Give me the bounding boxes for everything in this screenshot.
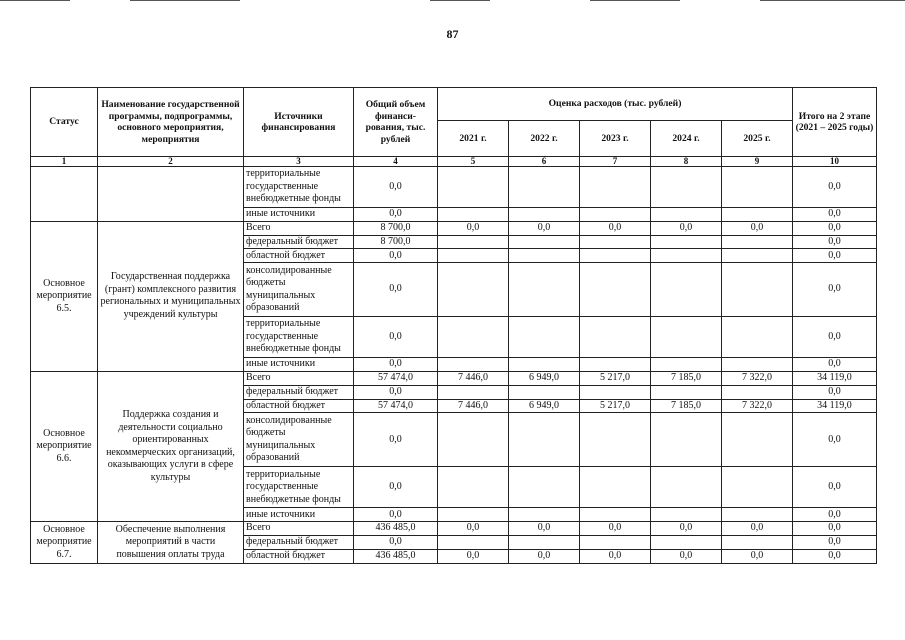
year-value-cell: 5 217,0 [580,399,651,413]
top-rule [760,0,905,1]
total-cell: 0,0 [354,467,438,508]
top-rule [130,0,240,1]
measure-name-cell: Обеспечение выполнения мероприятий в части повышения оплаты труда [98,522,244,563]
year-value-cell [651,535,722,549]
column-index: 9 [722,157,793,167]
year-value-cell [438,535,509,549]
stage-total-cell: 0,0 [793,208,877,222]
year-value-cell [509,535,580,549]
table-row [31,221,877,235]
source-cell: иные источники [244,358,354,372]
total-cell: 0,0 [354,263,438,317]
column-index: 6 [509,157,580,167]
year-value-cell [509,508,580,522]
year-value-cell [438,263,509,317]
year-value-cell [722,413,793,467]
year-value-cell: 0,0 [438,522,509,536]
year-value-cell [651,317,722,358]
header-status: Статус [31,88,98,157]
year-value-cell: 7 185,0 [651,399,722,413]
stage-total-cell: 0,0 [793,385,877,399]
year-value-cell [722,467,793,508]
year-value-cell [651,467,722,508]
source-cell: Всего [244,522,354,536]
year-value-cell [651,235,722,249]
total-cell: 8 700,0 [354,221,438,235]
total-cell: 0,0 [354,508,438,522]
year-value-cell: 7 322,0 [722,399,793,413]
year-value-cell [580,235,651,249]
year-value-cell [580,413,651,467]
year-value-cell [651,263,722,317]
year-value-cell: 7 185,0 [651,371,722,385]
year-value-cell [651,167,722,208]
year-value-cell: 0,0 [580,221,651,235]
source-cell: областной бюджет [244,249,354,263]
stage-total-cell: 0,0 [793,263,877,317]
source-cell: территориальные государственные внебюджетные фонды [244,467,354,508]
year-value-cell [651,413,722,467]
total-cell: 8 700,0 [354,235,438,249]
source-cell: иные источники [244,208,354,222]
total-cell: 0,0 [354,208,438,222]
year-value-cell [438,467,509,508]
source-cell: консолидированные бюджеты муниципальных образований [244,413,354,467]
total-cell: 436 485,0 [354,522,438,536]
total-cell: 57 474,0 [354,371,438,385]
year-value-cell [438,167,509,208]
year-value-cell [438,413,509,467]
year-value-cell: 0,0 [722,221,793,235]
year-value-cell [651,508,722,522]
header-year-2023: 2023 г. [580,121,651,157]
year-value-cell [509,317,580,358]
year-value-cell: 0,0 [509,522,580,536]
column-index: 8 [651,157,722,167]
total-cell: 0,0 [354,358,438,372]
year-value-cell [509,208,580,222]
year-value-cell [580,263,651,317]
year-value-cell [509,167,580,208]
header-year-2022: 2022 г. [509,121,580,157]
stage-total-cell: 0,0 [793,413,877,467]
column-index: 5 [438,157,509,167]
year-value-cell [580,508,651,522]
stage-total-cell: 34 119,0 [793,371,877,385]
year-value-cell [438,358,509,372]
year-value-cell [580,317,651,358]
stage-total-cell: 0,0 [793,249,877,263]
year-value-cell [509,263,580,317]
year-value-cell [580,167,651,208]
source-cell: консолидированные бюджеты муниципальных образований [244,263,354,317]
year-value-cell [580,385,651,399]
status-cell: Основное мероприятие 6.6. [31,371,98,521]
year-value-cell [438,249,509,263]
column-index: 3 [244,157,354,167]
year-value-cell [722,235,793,249]
year-value-cell [722,317,793,358]
header-estimate: Оценка расходов (тыс. рублей) [438,88,793,121]
year-value-cell [438,317,509,358]
source-cell: иные источники [244,508,354,522]
top-rule [430,0,490,1]
year-value-cell [722,167,793,208]
header-year-2025: 2025 г. [722,121,793,157]
year-value-cell: 0,0 [651,549,722,563]
year-value-cell [509,385,580,399]
year-value-cell [509,467,580,508]
stage-total-cell: 0,0 [793,535,877,549]
year-value-cell [580,358,651,372]
year-value-cell [651,249,722,263]
stage-total-cell: 0,0 [793,235,877,249]
year-value-cell: 5 217,0 [580,371,651,385]
source-cell: территориальные государственные внебюджетные фонды [244,317,354,358]
status-cell: Основное мероприятие 6.5. [31,221,98,371]
header-year-2024: 2024 г. [651,121,722,157]
source-cell: Всего [244,221,354,235]
year-value-cell: 6 949,0 [509,399,580,413]
year-value-cell: 0,0 [509,549,580,563]
column-index: 2 [98,157,244,167]
year-value-cell [651,208,722,222]
year-value-cell [438,235,509,249]
year-value-cell [651,358,722,372]
header-year-2021: 2021 г. [438,121,509,157]
year-value-cell: 7 322,0 [722,371,793,385]
top-rule [590,0,680,1]
year-value-cell [580,467,651,508]
total-cell: 57 474,0 [354,399,438,413]
stage-total-cell: 0,0 [793,549,877,563]
column-index: 10 [793,157,877,167]
total-cell: 0,0 [354,249,438,263]
measure-name-cell [98,167,244,222]
stage-total-cell: 0,0 [793,358,877,372]
status-cell [31,167,98,222]
stage-total-cell: 0,0 [793,167,877,208]
year-value-cell [722,385,793,399]
year-value-cell [509,413,580,467]
year-value-cell: 7 446,0 [438,399,509,413]
total-cell: 0,0 [354,167,438,208]
year-value-cell [509,358,580,372]
source-cell: федеральный бюджет [244,535,354,549]
table-row [31,167,877,208]
year-value-cell [651,385,722,399]
header-sources: Источники финансирования [244,88,354,157]
year-value-cell: 7 446,0 [438,371,509,385]
stage-total-cell: 0,0 [793,508,877,522]
column-index-row [31,157,877,167]
year-value-cell [509,235,580,249]
header-name: Наименование государственной программы, подпрограммы, основного мероприятия, мероприятия [98,88,244,157]
year-value-cell [438,208,509,222]
source-cell: областной бюджет [244,549,354,563]
table-row [31,522,877,536]
year-value-cell [722,208,793,222]
measure-name-cell: Государственная поддержка (грант) комплексного развития региональных и муниципальных учреждений культуры [98,221,244,371]
total-cell: 0,0 [354,535,438,549]
year-value-cell: 0,0 [580,522,651,536]
source-cell: территориальные государственные внебюджетные фонды [244,167,354,208]
year-value-cell [722,535,793,549]
source-cell: федеральный бюджет [244,385,354,399]
header-result: Итого на 2 этапе (2021 – 2025 годы) [793,88,877,157]
source-cell: Всего [244,371,354,385]
table-row [31,371,877,385]
total-cell: 0,0 [354,385,438,399]
year-value-cell: 0,0 [580,549,651,563]
year-value-cell [580,535,651,549]
financing-table [30,87,877,564]
total-cell: 436 485,0 [354,549,438,563]
source-cell: областной бюджет [244,399,354,413]
stage-total-cell: 0,0 [793,522,877,536]
year-value-cell: 0,0 [438,221,509,235]
header-total: Общий объем финанси- рования, тыс. рублей [354,88,438,157]
column-index: 4 [354,157,438,167]
year-value-cell [438,385,509,399]
year-value-cell [509,249,580,263]
year-value-cell: 0,0 [722,549,793,563]
total-cell: 0,0 [354,413,438,467]
year-value-cell: 0,0 [438,549,509,563]
stage-total-cell: 34 119,0 [793,399,877,413]
year-value-cell: 0,0 [651,522,722,536]
source-cell: федеральный бюджет [244,235,354,249]
year-value-cell: 0,0 [651,221,722,235]
year-value-cell: 6 949,0 [509,371,580,385]
stage-total-cell: 0,0 [793,467,877,508]
page-number: 87 [446,27,459,41]
year-value-cell: 0,0 [509,221,580,235]
year-value-cell: 0,0 [722,522,793,536]
year-value-cell [722,358,793,372]
column-index: 1 [31,157,98,167]
year-value-cell [722,249,793,263]
stage-total-cell: 0,0 [793,317,877,358]
status-cell: Основное мероприятие 6.7. [31,522,98,563]
column-index: 7 [580,157,651,167]
year-value-cell [722,508,793,522]
measure-name-cell: Поддержка создания и деятельности социально ориентированных некоммерческих организаций, оказывающих услуги в сфере культуры [98,371,244,521]
year-value-cell [438,508,509,522]
year-value-cell [580,208,651,222]
stage-total-cell: 0,0 [793,221,877,235]
year-value-cell [580,249,651,263]
total-cell: 0,0 [354,317,438,358]
top-rule [0,0,70,1]
year-value-cell [722,263,793,317]
